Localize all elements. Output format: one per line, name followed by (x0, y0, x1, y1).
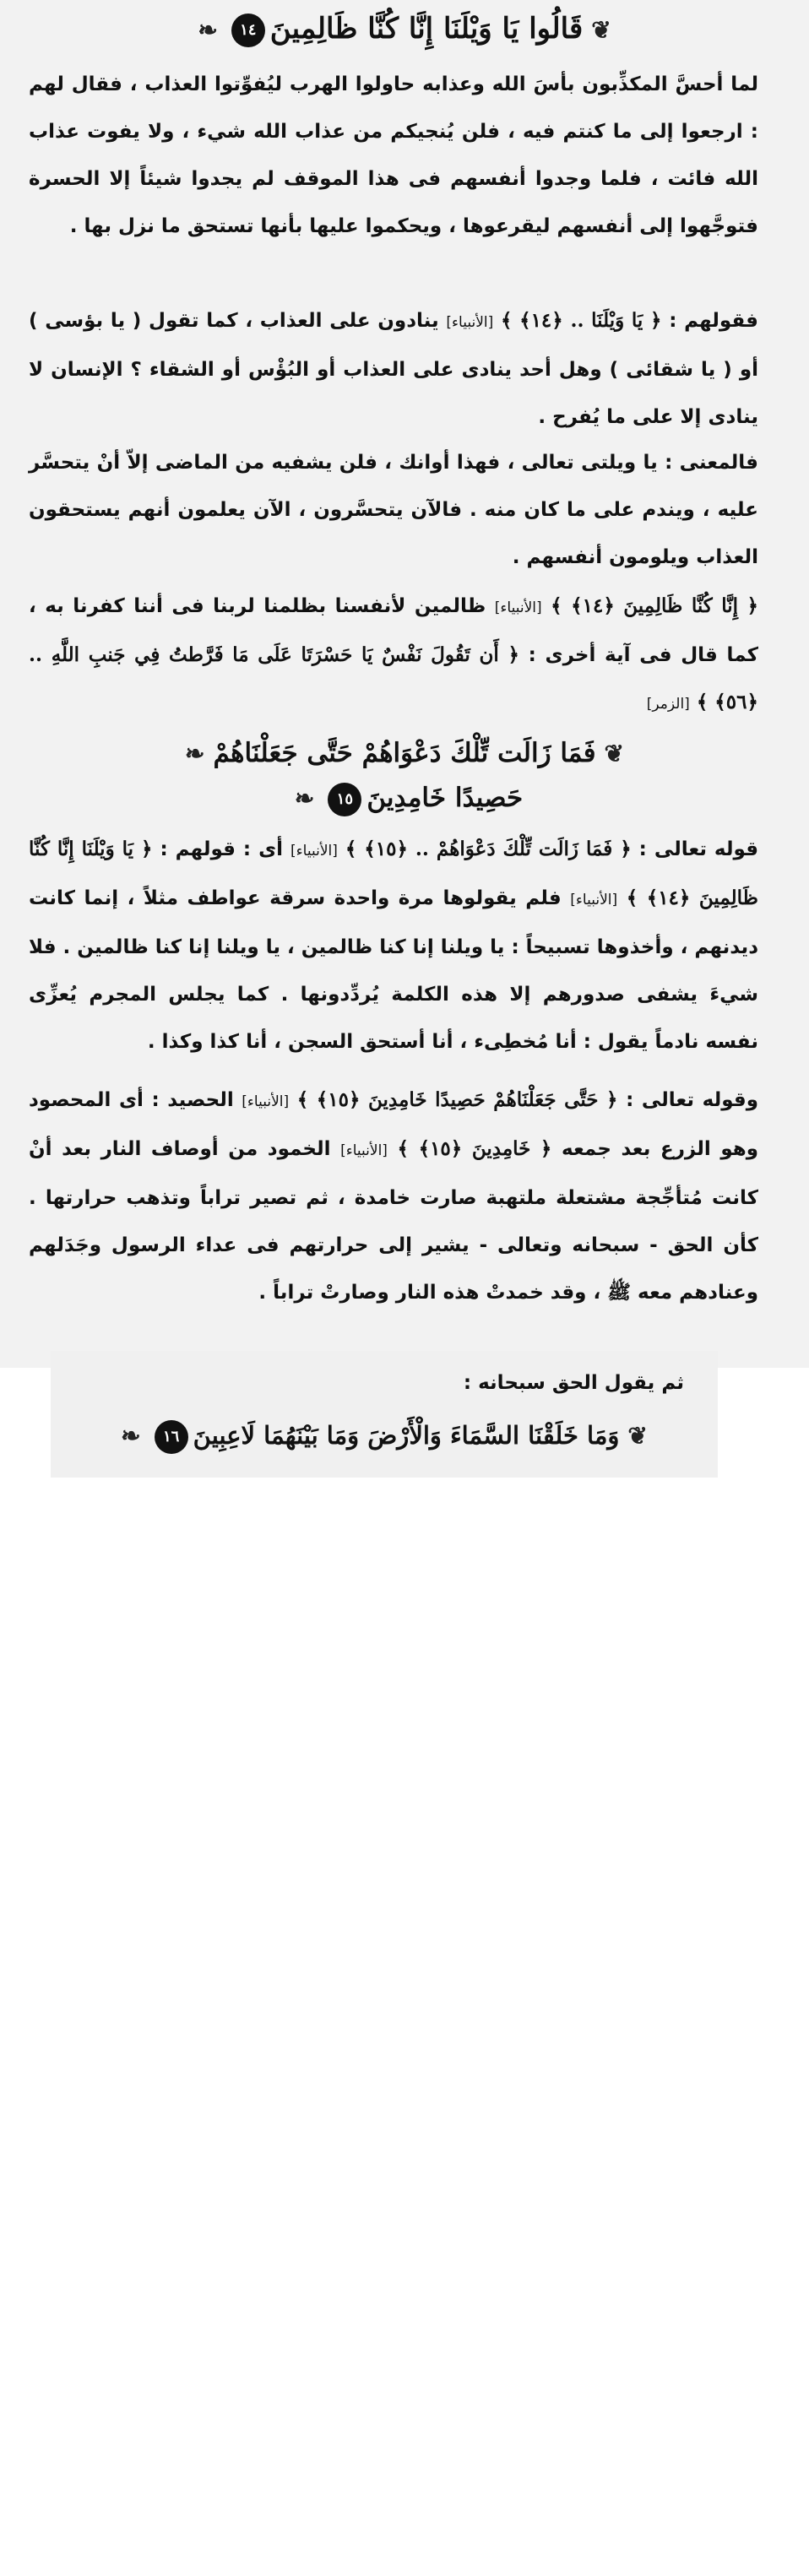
paragraph-4 (29, 583, 758, 728)
paragraph-2-lead: فقولهم : (669, 310, 758, 332)
transition-line (68, 1359, 684, 1407)
paragraph-6-mid: الحصيد : أى المحصود وهو الزرع بعد جمعه (29, 1089, 758, 1160)
surah-reference: [الأنبياء] (570, 892, 618, 908)
surah-reference: [الأنبياء] (494, 599, 542, 616)
quran-quote: ﴿ خَامِدِينَ ﴿١٥﴾ ﴾ (397, 1137, 552, 1160)
quran-quote: ﴿ إِنَّا كُنَّا ظَالِمِينَ ﴿١٤﴾ ﴾ (551, 594, 759, 617)
verse-heading-text: وَمَا خَلَقْنَا السَّمَاءَ وَالْأَرْضَ وَمَا بَيْنَهُمَا لَاعِبِينَ (193, 1421, 620, 1450)
paragraph-1 (29, 61, 758, 250)
paragraph-1-text: لما أحسَّ المكذِّبون بأسَ الله وعذابه حاولوا الهرب ليُفوِّتوا العذاب ، فقال لهم : ارجعوا إلى ما كنتم فيه ، فلن يُنجيكم من عذاب الله شيء ، ولا يفوت عذاب الله فائت ، فلما وجدوا أنفسهم فى هذا الموقف لم يجدوا شيئاً إلا الحسرة فتوجَّهوا إلى أنفسهم ليقرعوها ، ويحكموا عليها بأنها تستحق ما نزل بها . (29, 73, 758, 237)
paragraph-5 (29, 826, 758, 1066)
surah-reference: [الأنبياء] (340, 1142, 388, 1159)
paragraph-6-text: الخمود من أوصاف النار بعد أنْ كانت مُتأجِّجة مشتعلة ملتهبة صارت خامدة ، ثم تصير تراباً وتذهب حرارتها . كأن الحق - سبحانه وتعالى - يشير إلى حرارتهم فى عداء الرسول وجَدَلهم وعنادهم معه ﷺ ، وقد خمدتْ هذه النار وصارتْ تراباً . (29, 1138, 758, 1304)
ornament-icon: ❧ (198, 16, 218, 44)
ornament-icon: ❦ (604, 740, 624, 767)
verse-heading-14 (51, 3, 758, 56)
surah-reference: [الأنبياء] (242, 1093, 290, 1110)
surah-reference: [الأنبياء] (290, 843, 338, 860)
quran-quote: ﴿ يَا وَيْلَنَا إِنَّا كُنَّا ظَالِمِينَ ﴿١٤﴾ ﴾ (29, 838, 758, 909)
quran-quote: ﴿ يَا وَيْلَنَا .. ﴿١٤﴾ ﴾ (500, 309, 662, 332)
paragraph-2 (29, 297, 758, 441)
ayah-number-badge: ١٥ (328, 783, 361, 816)
verse-heading-text: قَالُوا يَا وَيْلَنَا إِنَّا كُنَّا ظَالِمِينَ (269, 12, 584, 46)
paragraph-5-mid: أى : قولهم : (160, 838, 284, 860)
surah-reference: [الزمر] (646, 696, 690, 713)
quran-quote: ﴿ حَتَّى جَعَلْنَاهُمْ حَصِيدًا خَامِدِينَ ﴿١٥﴾ ﴾ (296, 1088, 618, 1111)
paragraph-6 (29, 1076, 758, 1316)
paragraph-3 (29, 439, 758, 581)
paragraph-2-text: ينادون على العذاب ، كما تقول ( يا بؤسى ) أو ( يا شقائى ) وهل أحد ينادى على العذاب أو البُؤْس أو الشقاء ؟ الإنسان لا ينادى إلا على ما يُفرح . (29, 310, 758, 428)
surah-reference: [الأنبياء] (446, 314, 494, 331)
verse-heading-line-1: فَمَا زَالَت تِّلْكَ دَعْوَاهُمْ حَتَّى جَعَلْنَاهُمْ (213, 738, 596, 768)
paragraph-5-lead: قوله تعالى : (638, 838, 758, 860)
ornament-icon: ❧ (121, 1422, 141, 1450)
ornament-icon: ❦ (591, 16, 611, 44)
ornament-icon: ❦ (627, 1422, 648, 1450)
ornament-icon: ❧ (185, 740, 205, 767)
transition-text: ثم يقول الحق سبحانه : (463, 1372, 684, 1394)
ayah-number-badge: ١٦ (155, 1420, 188, 1454)
paragraph-4-text: ظالمين لأنفسنا بظلمنا لربنا فى أننا كفرنا به ، كما قال فى آية أخرى : (29, 595, 758, 666)
ayah-number-badge: ١٤ (231, 14, 265, 47)
verse-heading-16 (51, 1410, 718, 1462)
quran-quote: ﴿ فَمَا زَالَت تِّلْكَ دَعْوَاهُمْ .. ﴿١٥﴾ ﴾ (345, 838, 632, 860)
paragraph-5-text: فلم يقولوها مرة واحدة سرقة عواطف مثلاً ، إنما كانت ديدنهم ، وأخذوها تسبيحاً : يا ويلنا إنا كنا ظالمين ، يا ويلنا إنا كنا ظالمين . فلا شيءَ يشفى صدورهم إلا هذه الكلمة يُردِّدونها . كما يجلس المجرم يُعزِّى نفسه نادماً يقول : أنا مُخطِىء ، أنا أستحق السجن ، أنا كذا وكذا . (29, 887, 758, 1053)
ornament-icon: ❧ (294, 784, 315, 812)
paragraph-3-text: فالمعنى : يا ويلتى تعالى ، فهذا أوانك ، فلن يشفيه من الماضى إلاّ أنْ يتحسَّر عليه ، ويندم على ما كان منه . فالآن يتحسَّرون ، الآن يعلمون أنهم يستحقون العذاب ويلومون أنفسهم . (29, 452, 758, 568)
verse-heading-line-2: حَصِيدًا خَامِدِينَ (366, 783, 524, 813)
paragraph-6-lead: وقوله تعالى : (626, 1089, 758, 1111)
quran-quote: ﴿ أَن تَقُولَ نَفْسٌ يَا حَسْرَتَا عَلَى مَا فَرَّطتُ فِي جَنبِ اللَّهِ .. ﴿٥٦﴾ ﴾ (29, 643, 758, 713)
verse-heading-15 (51, 731, 758, 821)
